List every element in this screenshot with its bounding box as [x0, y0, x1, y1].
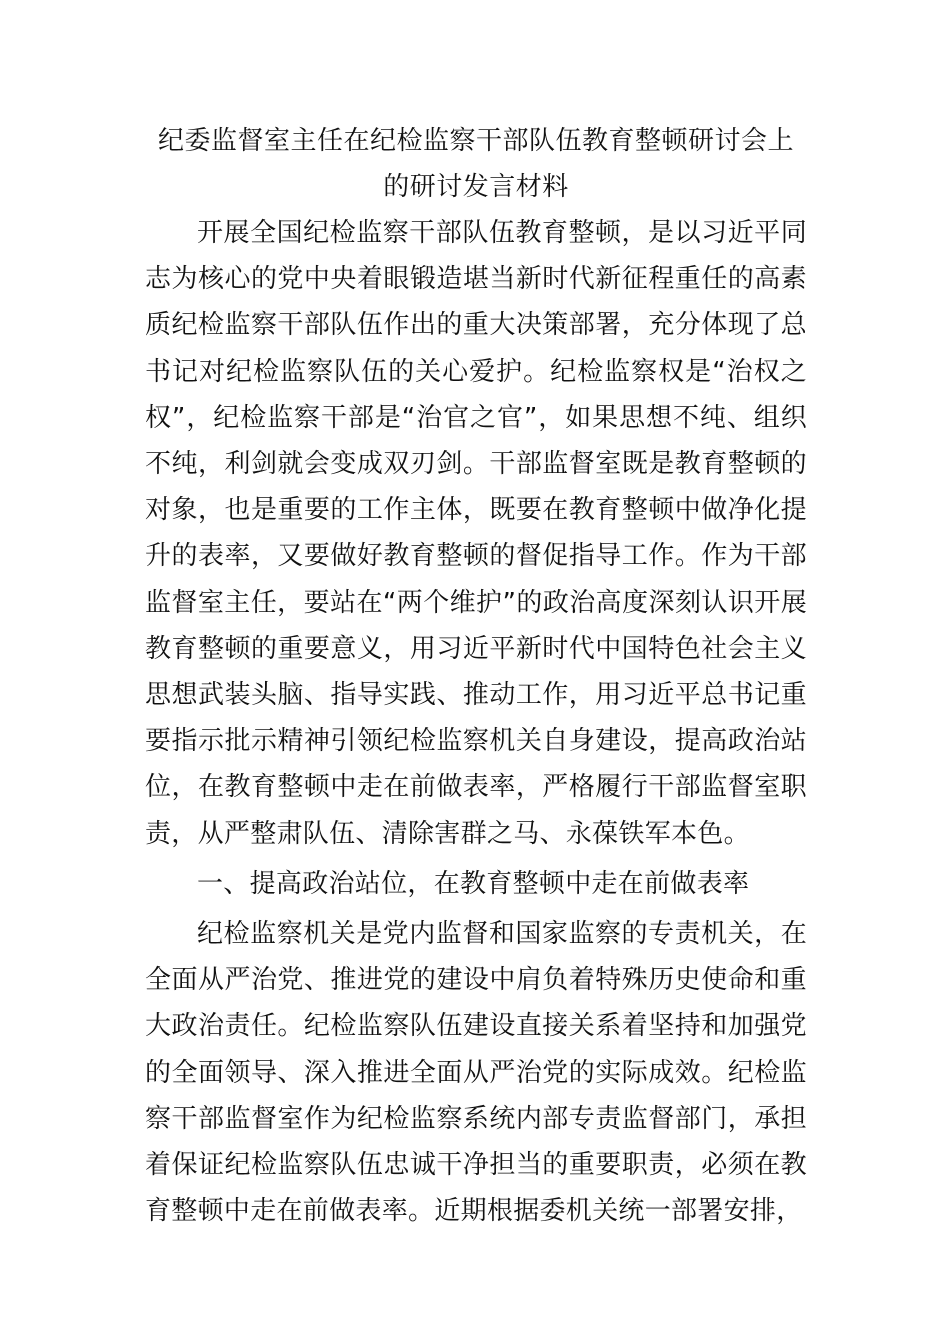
document-title: 纪委监督室主任在纪检监察干部队伍教育整顿研讨会上的研讨发言材料 [157, 126, 794, 202]
body-paragraph-1: 开展全国纪检监察干部队伍教育整顿，是以习近平同志为核心的党中央着眼锻造堪当新时代新征程重任的高素质纪检监察干部队伍作出的重大决策部署，充分体现了总书记对纪检监察队伍的关心爱护。纪检监察权是“治权之权”，纪检监察干部是“治官之官”，如果思想不纯、组织不纯，利剑就会变成双刃剑。干部监督室既是教育整顿的对象，也是重要的工作主体，既要在教育整顿中做净化提升的表率，又要做好教育整顿的督促指导工作。作为干部监督室主任，要站在“两个维护”的政治高度深刻认识开展教育整顿的重要意义，用习近平新时代中国特色社会主义思想武装头脑、指导实践、推动工作，用习近平总书记重要指示批示精神引领纪检监察机关自身建设，提高政治站位，在教育整顿中走在前做表率，严格履行干部监督室职责，从严整肃队伍、清除害群之马、永葆铁军本色。 [145, 218, 807, 849]
body-paragraph-2: 纪检监察机关是党内监督和国家监察的专责机关，在全面从严治党、推进党的建设中肩负着特殊历史使命和重大政治责任。纪检监察队伍建设直接关系着坚持和加强党的全面领导、深入推进全面从严治党的实际成效。纪检监察干部监督室作为纪检监察系统内部专责监督部门，承担着保证纪检监察队伍忠诚干净担当的重要职责，必须在教育整顿中走在前做表率。近期根据委机关统一部署安排， [145, 919, 807, 1227]
document-page [145, 118, 807, 1234]
section-heading-1: 一、提高政治站位，在教育整顿中走在前做表率 [197, 868, 750, 899]
